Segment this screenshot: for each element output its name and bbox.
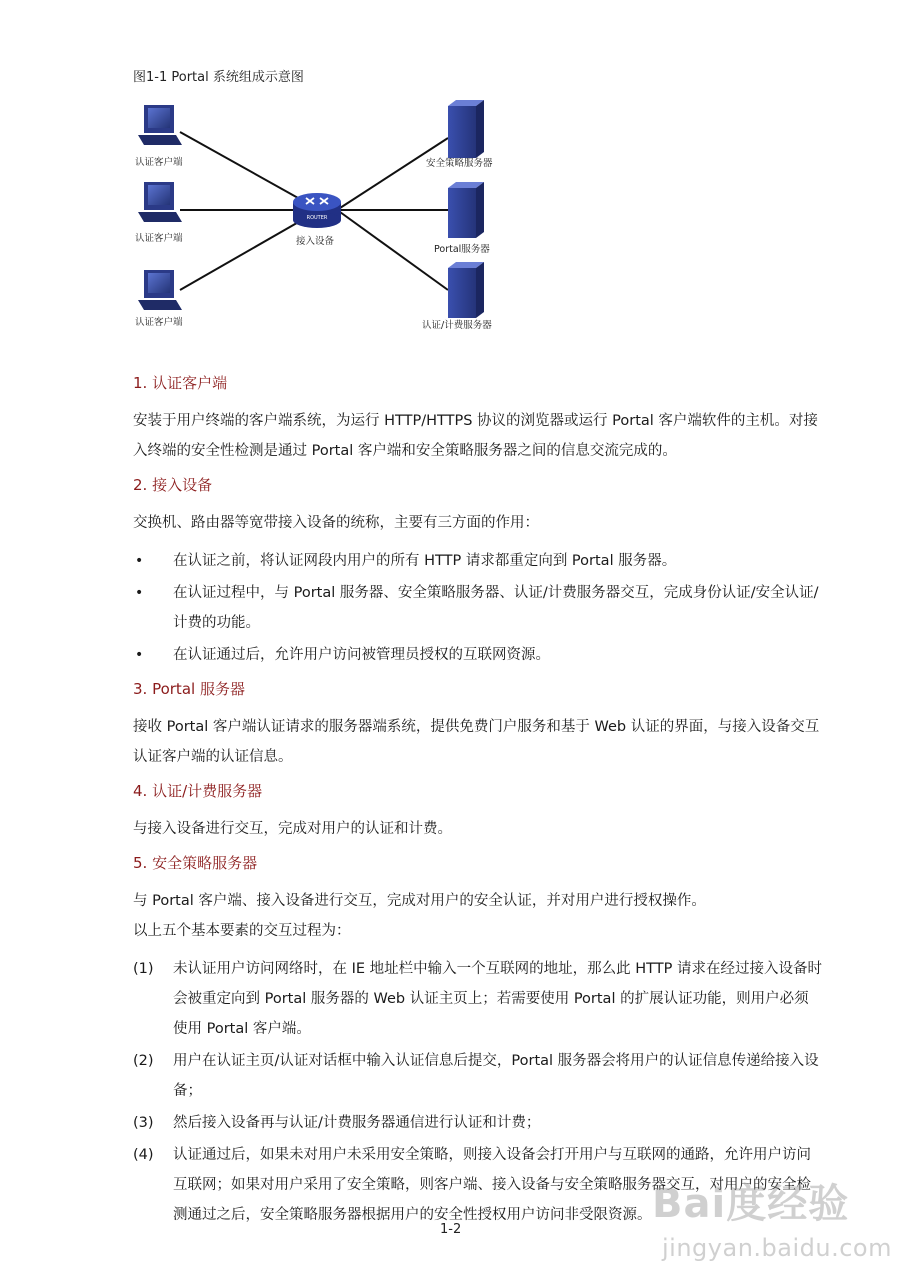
watermark-url: jingyan.baidu.com: [662, 1234, 892, 1262]
section-heading-security-policy: 5. 安全策略服务器: [133, 854, 258, 872]
client-label-3: 认证客户端: [135, 317, 183, 328]
client-label-1: 认证客户端: [135, 157, 183, 168]
step-item: [133, 954, 823, 1044]
step-text: 然后接入设备再与认证/计费服务器通信进行认证和计费；: [173, 1115, 541, 1131]
link-server-3: [340, 212, 448, 290]
step-number: (3): [133, 1115, 154, 1131]
watermark-logo: Bai度经验: [652, 1181, 850, 1227]
server-label-2: Portal服务器: [434, 244, 490, 255]
section-heading-portal-server: 3. Portal 服务器: [133, 680, 245, 698]
bullet-item: • 在认证之前，将认证网段内用户的所有 HTTP 请求都重定向到 Portal 服务器。: [133, 546, 823, 576]
step-item: [133, 1046, 823, 1106]
auth-billing-server-icon: [448, 262, 484, 318]
server-label-1: 安全策略服务器: [426, 158, 493, 169]
section-heading-auth-billing: 4. 认证/计费服务器: [133, 782, 263, 800]
client-pc-icon-1: [138, 105, 182, 145]
bullet-item: • 在认证通过后，允许用户访问被管理员授权的互联网资源。: [133, 640, 823, 670]
document-body: [133, 372, 823, 1232]
section-text-auth-billing: 与接入设备进行交互，完成对用户的认证和计费。: [133, 821, 452, 837]
step-item: [133, 1108, 823, 1138]
baidu-jingyan-watermark: [632, 1172, 892, 1272]
step-text: 用户在认证主页/认证对话框中输入认证信息后提交，Portal 服务器会将用户的认证信息传递给接入设备；: [173, 1053, 819, 1099]
section-text-access-device: 交换机、路由器等宽带接入设备的统称，主要有三方面的作用：: [133, 515, 539, 531]
router-icon: [293, 193, 341, 228]
process-intro: 以上五个基本要素的交互过程为：: [133, 923, 351, 939]
section-text-portal-server: 接收 Portal 客户端认证请求的服务器端系统，提供免费门户服务和基于 Web 认证的界面，与接入设备交互认证客户端的认证信息。: [133, 719, 820, 765]
section-text-client: 安装于用户终端的客户端系统，为运行 HTTP/HTTPS 协议的浏览器或运行 Portal 客户端软件的主机。对接入终端的安全性检测是通过 Portal 客户端和安全策略服务器之间的信息交流完成的。: [133, 413, 818, 459]
portal-system-diagram: [130, 90, 530, 340]
client-pc-icon-3: [138, 270, 182, 310]
step-text: 未认证用户访问网络时，在 IE 地址栏中输入一个互联网的地址，那么此 HTTP 请求在经过接入设备时会被重定向到 Portal 服务器的 Web 认证主页上；若需要使用 Portal 的扩展认证功能，则用户必须使用 Portal 客户端。: [173, 961, 822, 1037]
link-server-1: [340, 138, 448, 208]
router-badge: ROUTER: [306, 215, 328, 221]
client-pc-icon-2: [138, 182, 182, 222]
link-client-1: [180, 132, 316, 208]
step-number: (4): [133, 1147, 154, 1163]
link-client-3: [180, 212, 316, 290]
section-text-security-policy: 与 Portal 客户端、接入设备进行交互，完成对用户的安全认证，并对用户进行授权操作。: [133, 893, 706, 909]
page-number: 1-2: [440, 1222, 462, 1237]
client-label-2: 认证客户端: [135, 233, 183, 244]
router-label: 接入设备: [296, 236, 335, 247]
section-heading-client: 1. 认证客户端: [133, 374, 228, 392]
portal-server-icon: [448, 182, 484, 238]
bullet-item: • 在认证过程中，与 Portal 服务器、安全策略服务器、认证/计费服务器交互，完成身份认证/安全认证/计费的功能。: [133, 578, 823, 638]
section-heading-access-device: 2. 接入设备: [133, 476, 213, 494]
access-device-bullets: [133, 546, 823, 670]
step-number: (2): [133, 1053, 154, 1069]
figure-caption: 图1-1 Portal 系统组成示意图: [133, 70, 304, 85]
security-policy-server-icon: [448, 100, 484, 158]
server-label-3: 认证/计费服务器: [422, 320, 492, 331]
step-number: (1): [133, 961, 154, 977]
step-text: 认证通过后，如果未对用户未采用安全策略，则接入设备会打开用户与互联网的通路，允许用户访问互联网；如果对用户采用了安全策略，则客户端、接入设备与安全策略服务器交互，对用户的安全检测通过之后，安全策略服务器根据用户的安全性授权用户访问非受限资源。: [173, 1147, 811, 1223]
